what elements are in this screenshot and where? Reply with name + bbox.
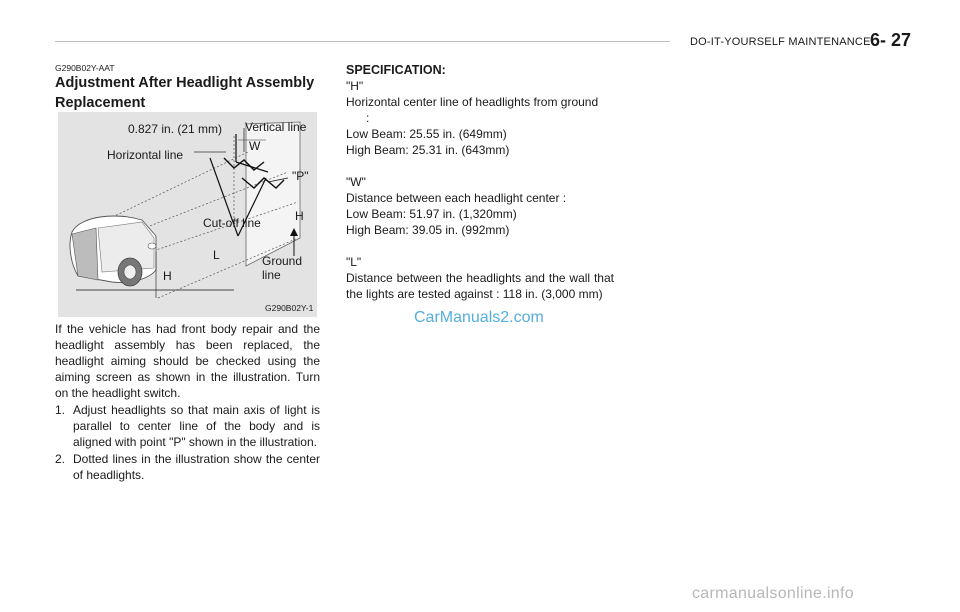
list-item [55, 451, 320, 483]
point-p-label: "P" [292, 169, 309, 183]
ground-label-1: Ground [262, 254, 303, 268]
spec-w-low-beam: Low Beam: 51.97 in. (1,320mm) [346, 207, 517, 221]
header-section-title: DO-IT-YOURSELF MAINTENANCE [690, 36, 871, 48]
horizontal-line-label: Horizontal line [107, 148, 184, 162]
cutoff-line-label: Cut-off line [203, 216, 261, 230]
car-h-label: H [163, 269, 172, 283]
spec-h-high-beam: High Beam: 25.31 in. (643mm) [346, 143, 510, 157]
spec-h-description: Horizontal center line of headlights from ground [346, 95, 599, 109]
watermark-carmanualsonline: carmanualsonline.info [692, 585, 854, 602]
page-number: 6- 27 [870, 30, 912, 50]
w-label: W [249, 139, 261, 153]
figure-illustration [58, 112, 317, 317]
step-number: 2. [55, 452, 66, 466]
step-text: Dotted lines in the illustration show the center of headlights. [73, 452, 320, 482]
screen-h-label: H [295, 209, 304, 223]
spec-w-key: "W" [346, 175, 366, 189]
section-title: Adjustment After Headlight Assembly Replacement [55, 75, 315, 111]
offset-label: 0.827 in. (21 mm) [128, 122, 223, 136]
spec-w-description: Distance between each headlight center : [346, 191, 567, 205]
header-rule [55, 41, 670, 42]
l-label: L [213, 248, 220, 262]
step-text: Adjust headlights so that main axis of light is parallel to center line of the body and is aligned with point "P" shown in the illustration. [73, 403, 320, 449]
spec-l-key: "L" [346, 255, 362, 269]
spec-h-key: "H" [346, 79, 364, 93]
spec-w-high-beam: High Beam: 39.05 in. (992mm) [346, 223, 510, 237]
specification-heading: SPECIFICATION: [346, 63, 446, 77]
vertical-line-label: Vertical line [245, 120, 307, 134]
figure-code: G290B02Y-1 [265, 303, 314, 313]
spec-h-colon: : [366, 111, 370, 125]
spec-l-description: Distance between the headlights and the wall that the lights are tested against : 118 in. (3,000 mm) [346, 271, 614, 301]
document-code: G290B02Y-AAT [55, 63, 115, 73]
steps-list [55, 402, 320, 484]
step-number: 1. [55, 403, 66, 417]
list-item [55, 402, 320, 450]
headlight-aiming-figure [58, 112, 317, 317]
spec-h-low-beam: Low Beam: 25.55 in. (649mm) [346, 127, 507, 141]
specification-column [346, 62, 614, 302]
watermark-carmanuals2: CarManuals2.com [414, 309, 544, 326]
car-illustration [70, 216, 156, 286]
intro-paragraph: If the vehicle has had front body repair and the headlight assembly has been replaced, the headlight aiming should be checked using the aiming screen as shown in the illustration. Turn on the headlight switch. [55, 322, 320, 400]
ground-label-2: line [262, 268, 281, 282]
